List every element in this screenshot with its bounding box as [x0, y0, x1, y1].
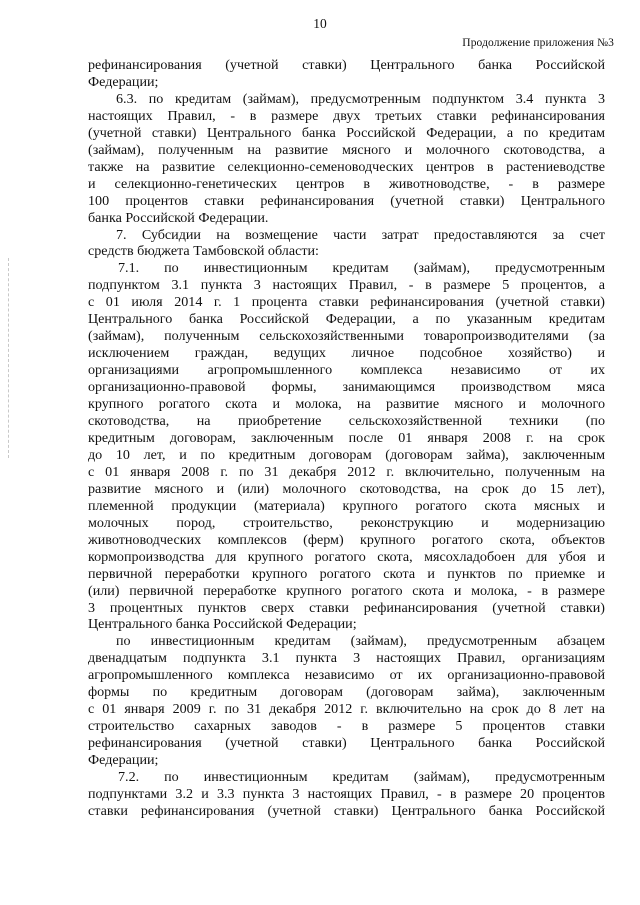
text-line: 7.1. по инвестиционным кредитам (займам), предусмотренным — [118, 260, 605, 277]
text-line: организациями агропромышленного комплекса независимо от их — [88, 362, 605, 379]
text-line: рефинансирования (учетной ставки) Центрального банка Российской — [88, 57, 605, 73]
scan-edge-mark — [8, 258, 10, 458]
text-line: с 01 января 2009 г. по 31 декабря 2012 г. включительно на срок до 8 лет на — [88, 701, 605, 718]
continuation-note: Продолжение приложения №3 — [462, 37, 614, 49]
text-line: настоящих Правил, - в размере двух третьих ставки рефинансирования — [88, 107, 605, 124]
page-number: 10 — [313, 16, 327, 31]
text-line: животноводческих комплексов (ферм) крупного рогатого скота, объектов — [88, 531, 605, 548]
text-line: развитие мясного и (или) молочного скотоводства, на срок до 15 лет), — [88, 480, 605, 497]
text-line: племенной продукции (материала) крупного рогатого скота мясных и — [88, 497, 605, 514]
text-line: первичной переработки крупного рогатого скота и пунктов по приемке и — [88, 565, 605, 582]
text-line: по инвестиционным кредитам (займам), предусмотренным абзацем — [116, 633, 605, 650]
text-line: также на развитие селекционно-семеноводческих центров в растениеводстве — [88, 158, 605, 175]
text-line: двенадцатым подпункта 3.1 пункта 3 настоящих Правил, организациям — [88, 650, 605, 667]
body-text — [88, 57, 605, 820]
text-line: с 01 июля 2014 г. 1 процента ставки рефинансирования (учетной ставки) — [88, 294, 605, 311]
text-line: формы по кредитным договорам (договорам займа), заключенным — [88, 684, 605, 701]
text-line: средств бюджета Тамбовской области: — [88, 243, 319, 260]
text-line: Центрального банка Российской Федерации; — [88, 616, 357, 633]
text-line: (займам), полученным на развитие мясного и молочного скотоводства, а — [88, 141, 605, 158]
text-line: кормопроизводства для крупного рогатого скота, мясохладобоен для убоя и — [88, 548, 605, 565]
text-line: (займам), полученным сельскохозяйственными товаропроизводителями (за — [88, 328, 605, 345]
text-line: агропромышленного комплекса независимо от их организационно-правовой — [88, 667, 605, 684]
text-line: Федерации; — [88, 752, 159, 769]
text-line: (или) первичной переработке крупного рогатого скота и молока, - в размере — [88, 582, 605, 599]
text-line: 7.2. по инвестиционным кредитам (займам), предусмотренным — [118, 769, 605, 786]
text-line: Центрального банка Российской Федерации, а по указанным кредитам — [88, 311, 605, 328]
text-line: кредитным договорам, заключенным после 01 января 2008 г. на срок — [88, 429, 605, 446]
text-line: подпунктом 3.1 пункта 3 настоящих Правил, - в размере 5 процентов, а — [88, 277, 605, 294]
text-line: исключением граждан, ведущих личное подсобное хозяйство) и — [88, 345, 605, 362]
text-line: 7. Субсидии на возмещение части затрат предоставляются за счет — [116, 226, 605, 243]
text-line: скотоводства, на приобретение сельскохозяйственной техники (по — [88, 413, 605, 430]
text-line: (учетной ставки) Центрального банка Российской Федерации, а по кредитам — [88, 124, 605, 141]
text-line: 6.3. по кредитам (займам), предусмотренным подпунктом 3.4 пункта 3 — [116, 90, 605, 107]
text-line: организационно-правовой формы, занимающимся производством мяса — [88, 379, 605, 396]
text-line: и селекционно-генетических центров в животноводстве, - в размере — [88, 175, 605, 192]
text-line: 100 процентов ставки рефинансирования (учетной ставки) Центрального — [88, 192, 605, 209]
text-line: до 10 лет, и по кредитным договорам (договорам займа), заключенным — [88, 446, 605, 463]
text-line: Федерации; — [88, 73, 159, 90]
text-line: 3 процентных пунктов сверх ставки рефинансирования (учетной ставки) — [88, 599, 605, 616]
text-line: подпунктами 3.2 и 3.3 пункта 3 настоящих Правил, - в размере 20 процентов — [88, 785, 605, 802]
text-line: строительство сахарных заводов - в размере 5 процентов ставки — [88, 718, 605, 735]
text-line: с 01 января 2008 г. по 31 декабря 2012 г. включительно, полученным на — [88, 463, 605, 480]
text-line: рефинансирования (учетной ставки) Центрального банка Российской — [88, 735, 605, 752]
text-line: ставки рефинансирования (учетной ставки) Центрального банка Российской — [88, 802, 605, 819]
text-line: крупного рогатого скота и молока, на развитие мясного и молочного — [88, 396, 605, 413]
text-line: молочных пород, строительство, реконструкцию и модернизацию — [88, 514, 605, 531]
text-line: банка Российской Федерации. — [88, 209, 269, 226]
